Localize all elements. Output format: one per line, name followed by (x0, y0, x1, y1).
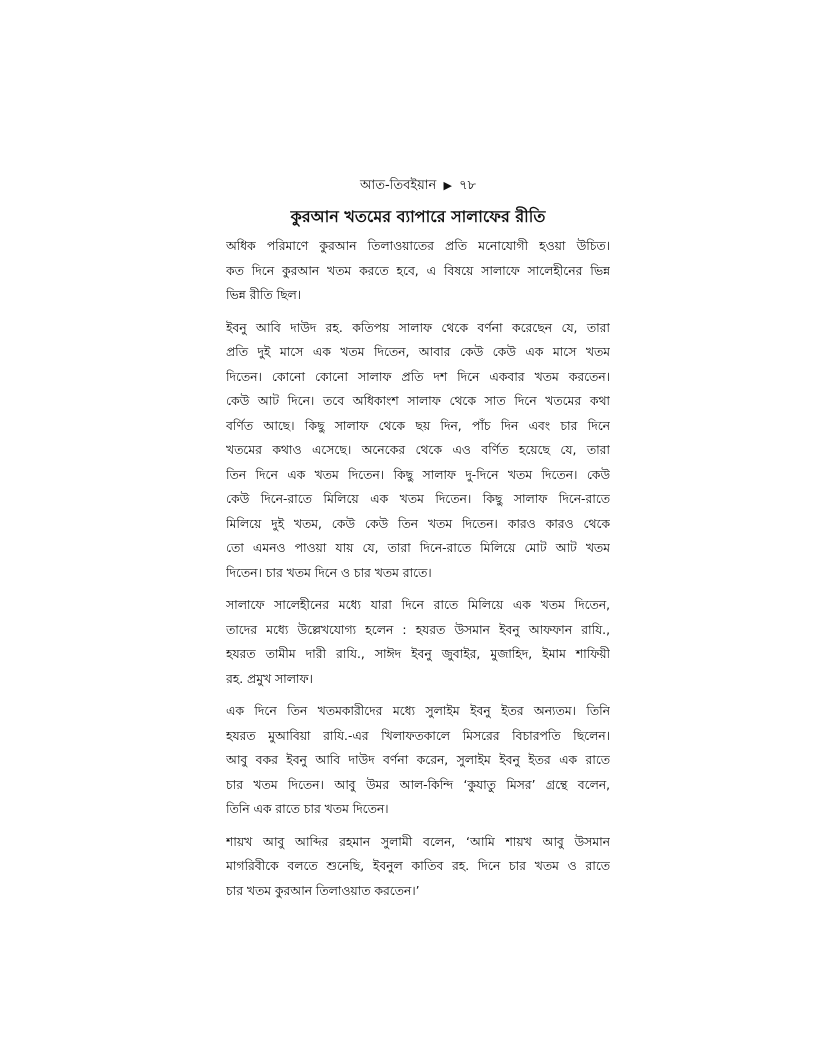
text-line: আবু বকর ইবনু আবি দাউদ বর্ণনা করেন, সুলাইম ইবনু ইতর এক রাতে (226, 753, 610, 767)
text-line: মাগরিবীকে বলতে শুনেছি, ইবনুল কাতিব রহ. দিনে চার খতম ও রাতে (226, 859, 610, 873)
separator-arrow-icon: ▶ (443, 179, 452, 192)
text-line: হযরত তামীম দারী রাযি., সাঈদ ইবনু জুবাইর, মুজাহিদ, ইমাম শাফিয়ী (226, 647, 610, 661)
text-line: খতমের কথাও এসেছে। অনেকের থেকে এও বর্ণিত হয়েছে যে, তারা (226, 443, 610, 457)
running-title: আত-তিবইয়ান (360, 178, 437, 193)
text-line: অধিক পরিমাণে কুরআন তিলাওয়াতের প্রতি মনোযোগী হওয়া উচিত। (226, 239, 610, 253)
text-line: ইবনু আবি দাউদ রহ. কতিপয় সালাফ থেকে বর্ণনা করেছেন যে, তারা (226, 320, 610, 335)
text-line: ভিন্ন রীতি ছিল। (226, 288, 302, 302)
text-line: কেউ দিনে-রাতে মিলিয়ে এক খতম দিতেন। কিছু সালাফ দিনে-রাতে (226, 492, 610, 506)
running-header (226, 176, 610, 196)
text-line: তাদের মধ্যে উল্লেখযোগ্য হলেন : হযরত উসমান ইবনু আফফান রাযি., (226, 622, 610, 637)
text-line: চার খতম দিতেন। আবু উমর আল-কিন্দি ‘কুযাতু মিসর’ গ্রন্থে বলেন, (226, 777, 610, 792)
page-number: ৭৮ (459, 178, 476, 193)
text-line: তিনি এক রাতে চার খতম দিতেন। (226, 802, 389, 816)
text-line: সালাফে সালেহীনের মধ্যে যারা দিনে রাতে মিলিয়ে এক খতম দিতেন, (226, 598, 610, 612)
text-line: শায়খ আবু আব্দির রহমান সুলামী বলেন, ‘আমি শায়খ আবু উসমান (226, 834, 610, 849)
text-line: কেউ আট দিনে। তবে অধিকাংশ সালাফ থেকে সাত দিনে খতমের কথা (226, 394, 610, 408)
text-line: দিতেন। কোনো কোনো সালাফ প্রতি দশ দিনে একবার খতম করতেন। (226, 369, 610, 384)
text-line: এক দিনে তিন খতমকারীদের মধ্যে সুলাইম ইবনু ইতর অন্যতম। তিনি (226, 704, 610, 718)
text-line: বর্ণিত আছে। কিছু সালাফ থেকে ছয় দিন, পাঁচ দিন এবং চার দিনে (226, 418, 610, 433)
text-line: চার খতম কুরআন তিলাওয়াত করতেন।’ (226, 883, 420, 898)
text-line: তো এমনও পাওয়া যায় যে, তারা দিনে-রাতে মিলিয়ে মোট আট খতম (226, 541, 610, 555)
chapter-title: কুরআন খতমের ব্যাপারে সালাফের রীতি (290, 207, 546, 226)
body-text (226, 234, 610, 903)
paragraph (226, 593, 610, 691)
paragraph (226, 316, 610, 586)
text-line: মিলিয়ে দুই খতম, কেউ কেউ তিন খতম দিতেন। কারও কারও থেকে (226, 516, 610, 531)
document-page (226, 176, 610, 911)
paragraph (226, 699, 610, 822)
text-line: তিন দিনে এক খতম দিতেন। কিছু সালাফ দু-দিনে খতম দিতেন। কেউ (226, 467, 610, 482)
text-line: প্রতি দুই মাসে এক খতম দিতেন, আবার কেউ কেউ এক মাসে খতম (226, 345, 610, 359)
text-line: দিতেন। চার খতম দিনে ও চার খতম রাতে। (226, 565, 432, 580)
text-line: কত দিনে কুরআন খতম করতে হবে, এ বিষয়ে সালাফে সালেহীনের ভিন্ন (226, 263, 610, 278)
paragraph (226, 830, 610, 904)
text-line: হযরত মুআবিয়া রাযি.-এর খিলাফতকালে মিসরের বিচারপতি ছিলেন। (226, 728, 610, 743)
paragraph (226, 234, 610, 308)
text-line: রহ. প্রমুখ সালাফ। (226, 671, 313, 686)
